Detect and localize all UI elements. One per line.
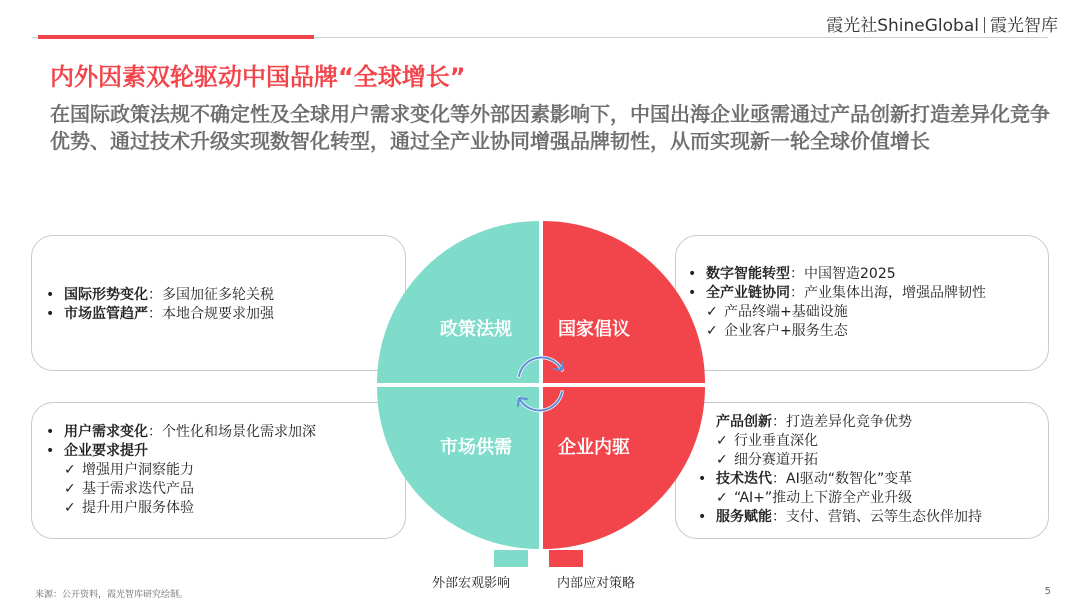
- list-item: • 用户需求变化：个性化和场景化需求加深: [46, 423, 405, 442]
- legend-swatch-internal: [549, 550, 583, 567]
- brand-name-en: ShineGlobal: [877, 16, 979, 36]
- market-panel: [31, 402, 406, 539]
- list-subitem: ✓ 行业垂直深化: [698, 432, 1048, 451]
- brand-separator: [984, 17, 985, 33]
- list-subitem: ✓ 产品终端+基础设施: [688, 303, 1048, 322]
- slide-title: 内外因素双轮驱动中国品牌“全球增长”: [50, 63, 466, 91]
- quadrant-top-right: [543, 221, 705, 383]
- header-accent-bar: [38, 35, 314, 39]
- list-item: • 技术迭代：AI驱动“数智化”变革: [698, 470, 1048, 489]
- source-note: 来源：公开资料，霞光智库研究绘制。: [35, 590, 189, 600]
- national-panel: [675, 235, 1049, 371]
- list-subitem: ✓ “AI+”推动上下游全产业升级: [698, 489, 1048, 508]
- quadrant-label-national: 国家倡议: [558, 319, 630, 340]
- list-subitem: ✓ 细分赛道开拓: [698, 451, 1048, 470]
- quadrant-circle: [376, 220, 706, 550]
- quadrant-bottom-left: [377, 387, 539, 549]
- quadrant-label-market: 市场供需: [440, 437, 512, 458]
- quadrant-top-left: [377, 221, 539, 383]
- legend-label-internal: 内部应对策略: [557, 576, 636, 591]
- list-subitem: ✓ 企业客户+服务生态: [688, 322, 1048, 341]
- list-subitem: ✓ 提升用户服务体验: [46, 499, 405, 518]
- list-item: 产品创新：打造差异化竞争优势: [716, 414, 912, 430]
- legend-swatch-external: [494, 550, 528, 567]
- page-number: 5: [1044, 586, 1051, 597]
- legend-label-external: 外部宏观影响: [432, 576, 511, 591]
- brand-name-cn: 霞光社: [826, 16, 878, 36]
- quadrant-label-enterprise: 企业内驱: [558, 437, 630, 458]
- list-subitem: ✓ 增强用户洞察能力: [46, 461, 405, 480]
- list-item: • 服务赋能：支付、营销、云等生态伙伴加持: [698, 508, 1048, 527]
- list-item: • 数字智能转型：中国智造2025: [688, 265, 1048, 284]
- list-item: • 全产业链协同：产业集体出海，增强品牌韧性: [688, 284, 1048, 303]
- list-item: • 市场监管趋严：本地合规要求加强: [46, 305, 405, 324]
- list-item: • 企业要求提升: [46, 442, 405, 461]
- list-item: • 国际形势变化：多国加征多轮关税: [46, 286, 405, 305]
- brand-think-tank: 霞光智库: [990, 16, 1058, 36]
- slide-subtitle: 在国际政策法规不确定性及全球用户需求变化等外部因素影响下，中国出海企业亟需通过产品创新打造差异化竞争优势、通过技术升级实现数智化转型，通过全产业协同增强品牌韧性，从而实现新一轮全球价值增长: [50, 102, 1050, 153]
- enterprise-panel: [675, 402, 1049, 539]
- list-subitem: ✓ 基于需求迭代产品: [46, 480, 405, 499]
- brand-logo: [826, 11, 1058, 36]
- quadrant-bottom-right: [543, 387, 705, 549]
- policy-panel: [31, 235, 406, 371]
- quadrant-label-policy: 政策法规: [440, 319, 512, 340]
